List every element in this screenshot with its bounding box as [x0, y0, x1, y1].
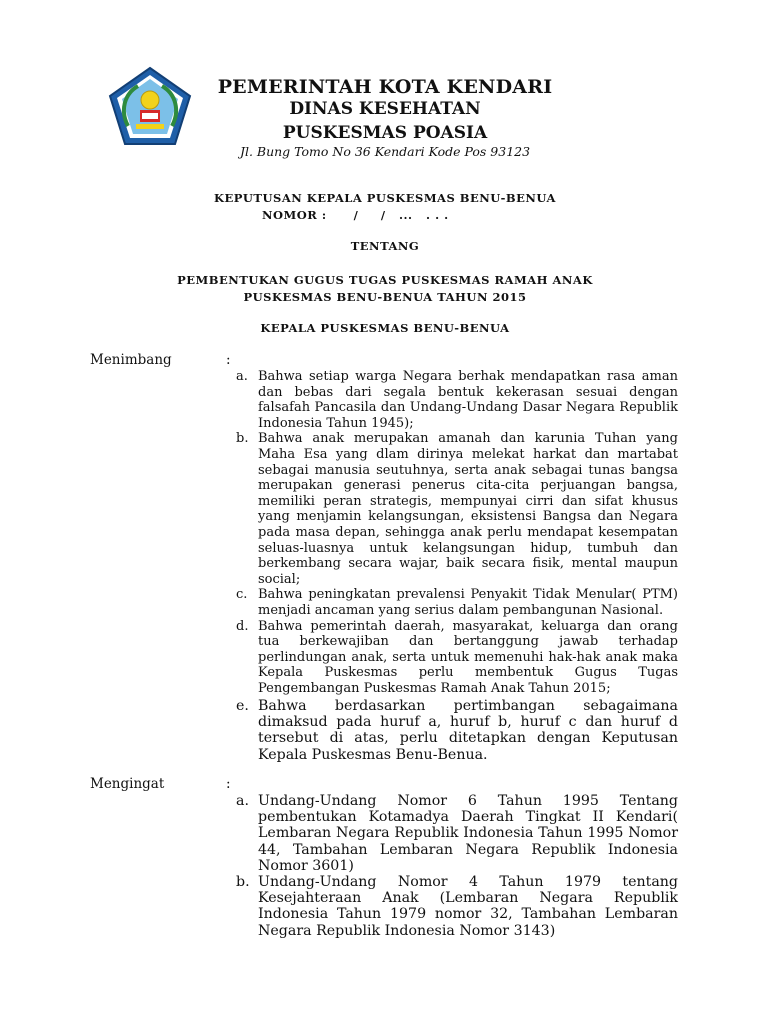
item-text: Bahwa peningkatan prevalensi Penyakit Tidak Menular( PTM) menjadi ancaman yang serius dalam pembangunan Nasional. [258, 587, 678, 618]
city-emblem-icon [108, 66, 192, 146]
item-letter: a. [236, 369, 248, 384]
item-text: Bahwa anak merupakan amanah dan karunia Tuhan yang Maha Esa yang dlam dirinya melekat harkat dan martabat sebagai manusia seutuhnya, serta anak sebagai tunas bangsa merupakan generasi penerus cita-cita perjuangan bangsa, memiliki peran strategis, mempunyai cirri dan sifat khusus yang menjamin kelangsungan, eksistensi Bangsa dan Negara pada masa depan, sehingga anak perlu mendapat kesempatan seluas-luasnya untuk kelangsungan hidup, tumbuh dan berkembang secara wajar, baik secara fisik, mental maupun social; [258, 431, 678, 587]
subject-line-1: PEMBENTUKAN GUGUS TUGAS PUSKESMAS RAMAH ANAK [177, 273, 593, 287]
item-text: Undang-Undang Nomor 6 Tahun 1995 Tentang pembentukan Kotamadya Daerah Tingkat II Kendari( Lembaran Negara Republik Indonesia Tahun 1995 Nomor 44, Tambahan Lembaran Negara Republik Indonesia Nomor 3601) [258, 793, 678, 874]
mengingat-list [236, 793, 678, 939]
letterhead-address: Jl. Bung Tomo No 36 Kendari Kode Pos 93123 [239, 144, 531, 159]
list-item [236, 874, 678, 939]
list-item [236, 369, 678, 431]
item-text: Bahwa berdasarkan pertimbangan sebagaimana dimaksud pada huruf a, huruf b, huruf c dan huruf d tersebut di atas, perlu ditetapkan dengan Keputusan Kepala Puskesmas Benu-Benua. [258, 698, 678, 763]
menimbang-colon: : [226, 352, 231, 368]
decision-number: NOMOR : / / ... . . . [262, 208, 449, 222]
decision-title: KEPUTUSAN KEPALA PUSKESMAS BENU-BENUA [214, 191, 556, 205]
subject-line-2: PUSKESMAS BENU-BENUA TAHUN 2015 [243, 290, 527, 304]
item-text: Bahwa pemerintah daerah, masyarakat, keluarga dan orang tua berkewajiban dan bertanggung jawab terhadap perlindungan anak, serta untuk memenuhi hak-hak anak maka Kepala Puskesmas perlu membentuk Gugus Tugas Pengembangan Puskesmas Ramah Anak Tahun 2015; [258, 618, 678, 696]
letterhead-institution: PUSKESMAS POASIA [282, 123, 488, 143]
item-letter: d. [236, 618, 249, 634]
letterhead-government: PEMERINTAH KOTA KENDARI [217, 76, 553, 98]
list-item [236, 698, 678, 763]
item-letter: e. [236, 698, 249, 714]
list-item [236, 619, 678, 697]
item-text: Undang-Undang Nomor 4 Tahun 1979 tentang Kesejahteraan Anak (Lembaran Negara Republik Indonesia Tahun 1979 nomor 32, Tambahan Lembaran Negara Republik Indonesia Nomor 3143) [258, 874, 678, 939]
mengingat-colon: : [226, 776, 231, 792]
about-heading: TENTANG [350, 239, 420, 253]
list-item [236, 431, 678, 587]
item-text: Bahwa setiap warga Negara berhak mendapatkan rasa aman dan bebas dari segala bentuk kekerasan sesuai dengan falsafah Pancasila dan Undang-Undang Dasar Negara Republik Indonesia Tahun 1945); [258, 369, 678, 431]
item-letter: a. [236, 793, 249, 809]
letterhead-department: DINAS KESEHATAN [289, 99, 481, 119]
mengingat-label: Mengingat [90, 776, 165, 792]
menimbang-list [236, 369, 678, 696]
menimbang-label: Menimbang [90, 352, 172, 368]
authority-heading: KEPALA PUSKESMAS BENU-BENUA [260, 321, 510, 335]
item-letter: c. [236, 587, 248, 603]
item-letter: b. [236, 874, 250, 891]
list-item [236, 587, 678, 618]
list-item [236, 793, 678, 874]
item-letter: b. [236, 431, 249, 447]
menimbang-list-continued [236, 698, 678, 763]
